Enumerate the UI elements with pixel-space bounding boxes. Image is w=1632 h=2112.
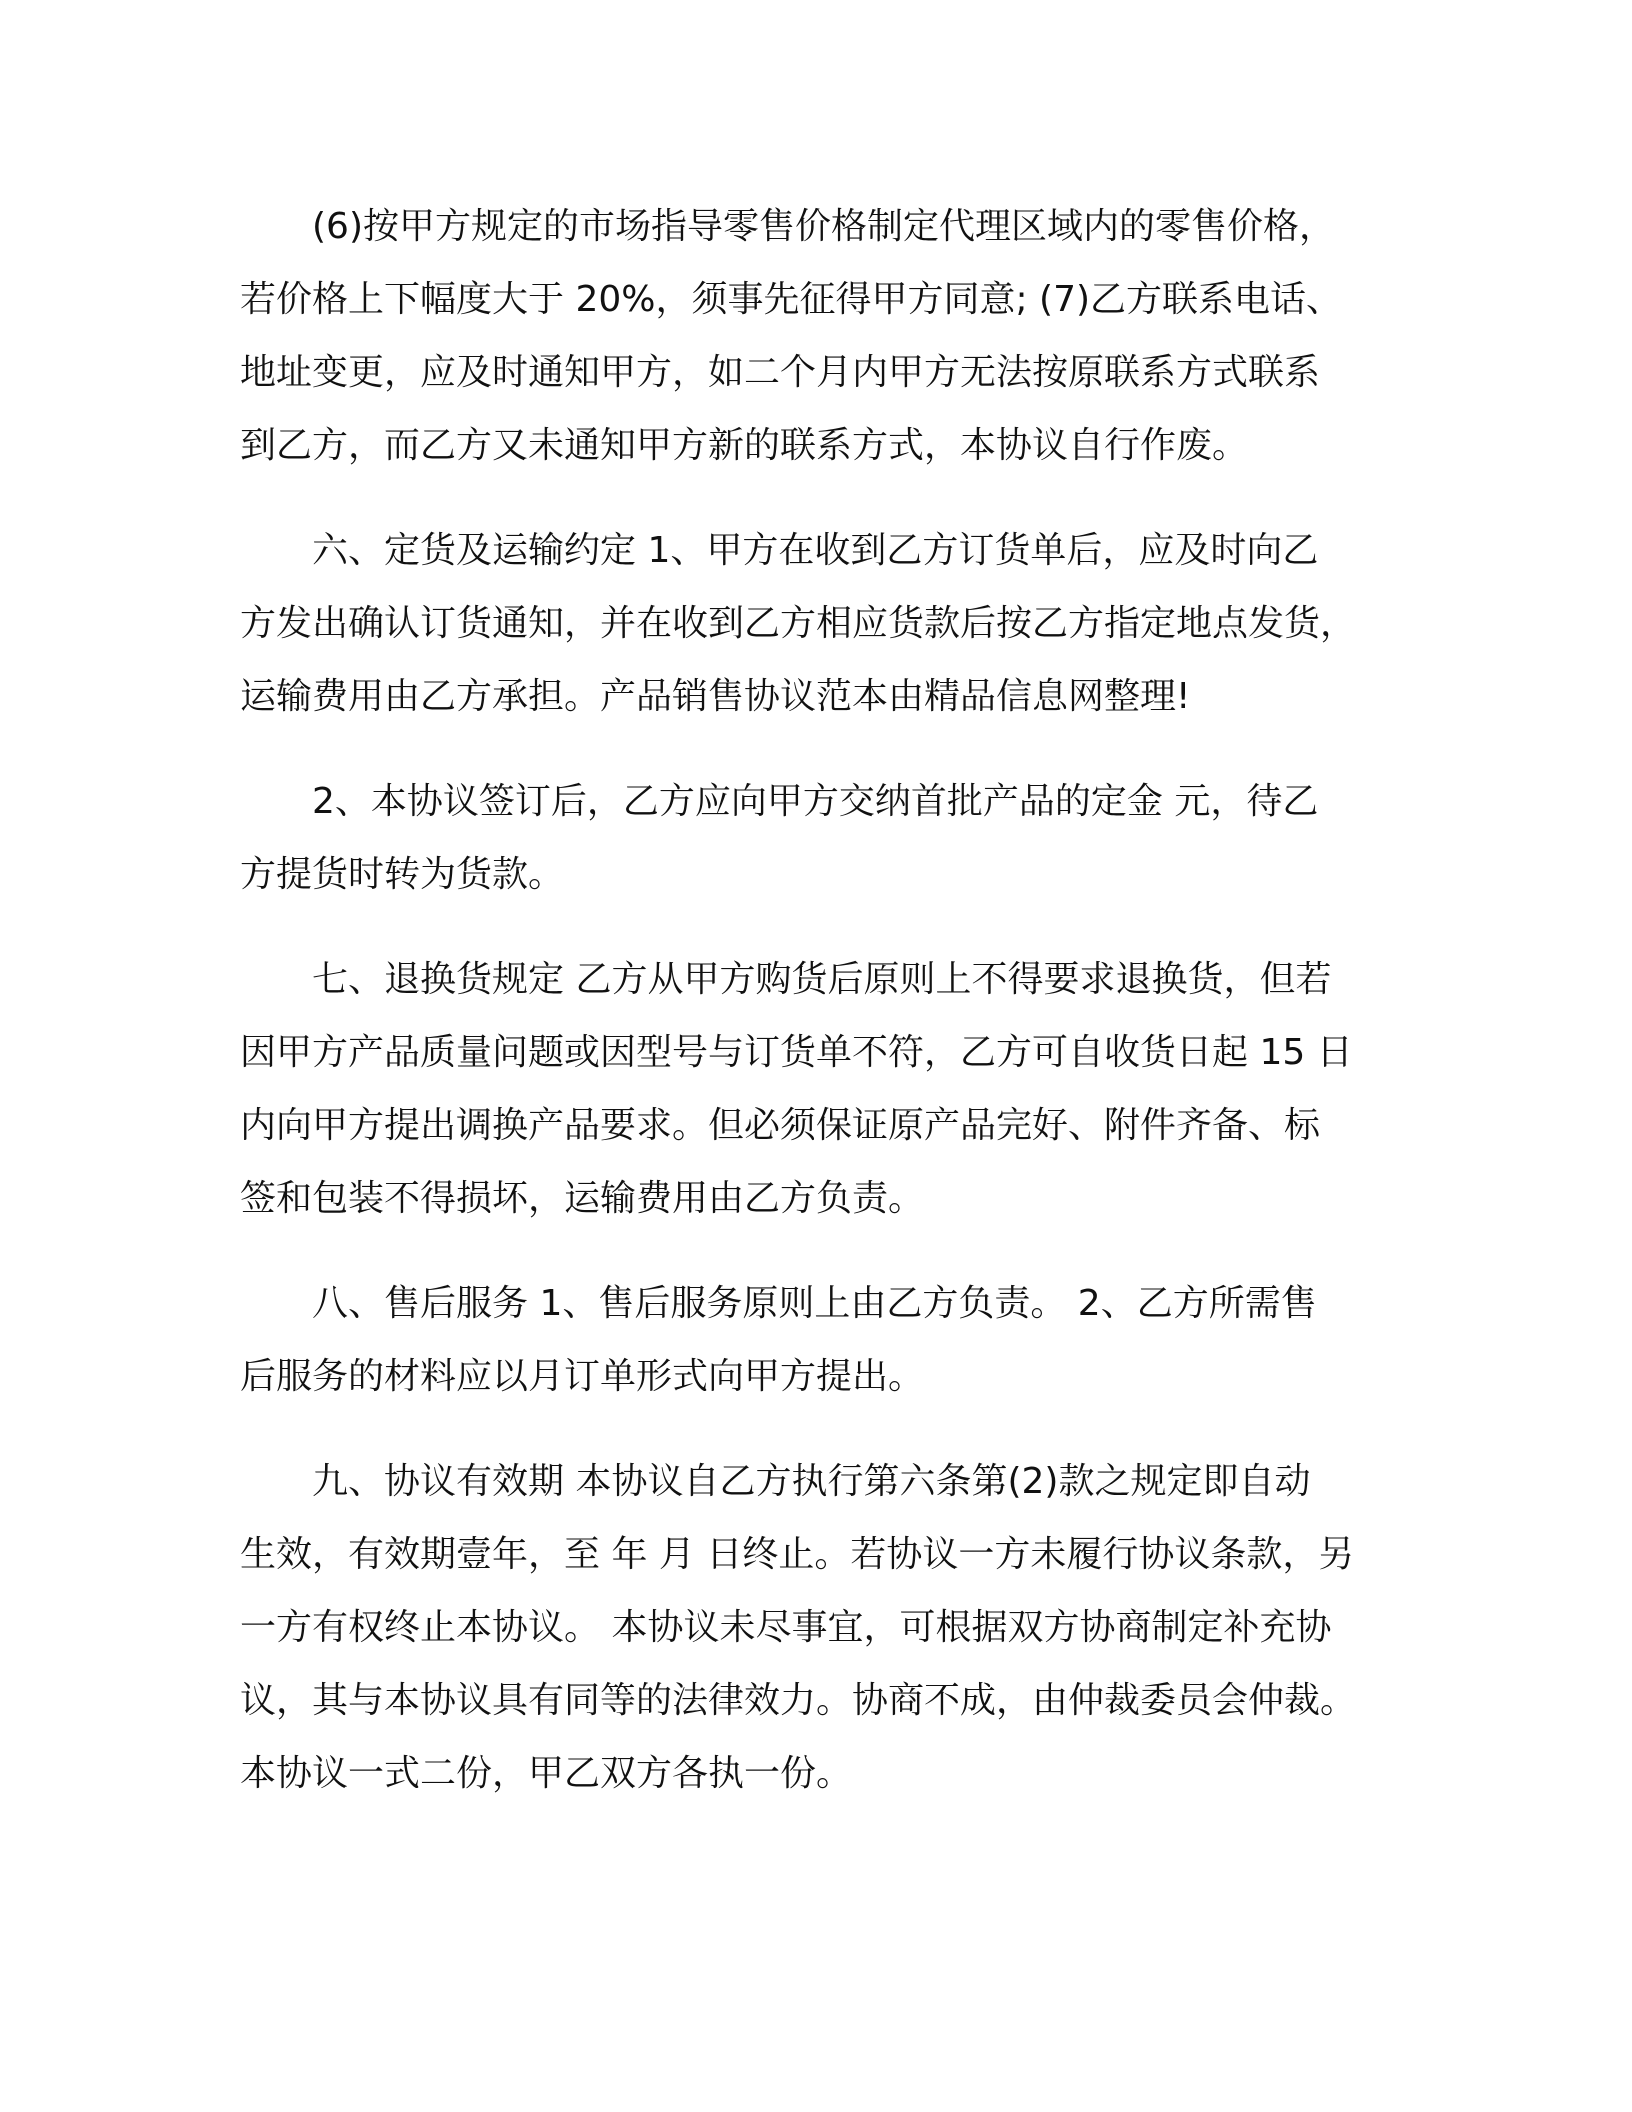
text-line: 方发出确认订货通知，并在收到乙方相应货款后按乙方指定地点发货， <box>240 603 1357 644</box>
text-line: 议，其与本协议具有同等的法律效力。协商不成，由仲裁委员会仲裁。 <box>240 1680 1357 1721</box>
paragraph-deposit <box>240 765 1390 911</box>
text-line: (6)按甲方规定的市场指导零售价格制定代理区域内的零售价格， <box>312 206 1335 247</box>
paragraph-ordering-transport <box>240 514 1390 733</box>
text-line: 一方有权终止本协议。 本协议未尽事宜，可根据双方协商制定补充协 <box>240 1607 1332 1648</box>
paragraph-retail-price <box>240 190 1390 482</box>
text-line: 方提货时转为货款。 <box>240 854 565 895</box>
paragraph-after-sales <box>240 1267 1390 1413</box>
text-line: 因甲方产品质量问题或因型号与订货单不符，乙方可自收货日起 15 日 <box>240 1032 1353 1073</box>
text-line: 2、本协议签订后，乙方应向甲方交纳首批产品的定金 元，待乙 <box>312 781 1319 822</box>
text-line: 后服务的材料应以月订单形式向甲方提出。 <box>240 1356 925 1397</box>
paragraph-validity <box>240 1445 1390 1810</box>
text-line: 七、退换货规定 乙方从甲方购货后原则上不得要求退换货，但若 <box>312 959 1332 1000</box>
text-line: 内向甲方提出调换产品要求。但必须保证原产品完好、附件齐备、标 <box>240 1105 1321 1146</box>
document-body <box>240 190 1390 1842</box>
text-line: 生效，有效期壹年，至 年 月 日终止。若协议一方未履行协议条款，另 <box>240 1534 1355 1575</box>
text-line: 八、售后服务 1、售后服务原则上由乙方负责。 2、乙方所需售 <box>312 1283 1317 1324</box>
text-line: 运输费用由乙方承担。产品销售协议范本由精品信息网整理! <box>240 676 1191 717</box>
text-line: 地址变更，应及时通知甲方，如二个月内甲方无法按原联系方式联系 <box>240 352 1321 393</box>
text-line: 六、定货及运输约定 1、甲方在收到乙方订货单后，应及时向乙 <box>312 530 1319 571</box>
text-line: 若价格上下幅度大于 20%，须事先征得甲方同意; (7)乙方联系电话、 <box>240 279 1343 320</box>
text-line: 签和包装不得损坏，运输费用由乙方负责。 <box>240 1178 925 1219</box>
text-line: 九、协议有效期 本协议自乙方执行第六条第(2)款之规定即自动 <box>312 1461 1311 1502</box>
paragraph-returns <box>240 943 1390 1235</box>
text-line: 本协议一式二份，甲乙双方各执一份。 <box>240 1753 853 1794</box>
text-line: 到乙方，而乙方又未通知甲方新的联系方式，本协议自行作废。 <box>240 425 1249 466</box>
